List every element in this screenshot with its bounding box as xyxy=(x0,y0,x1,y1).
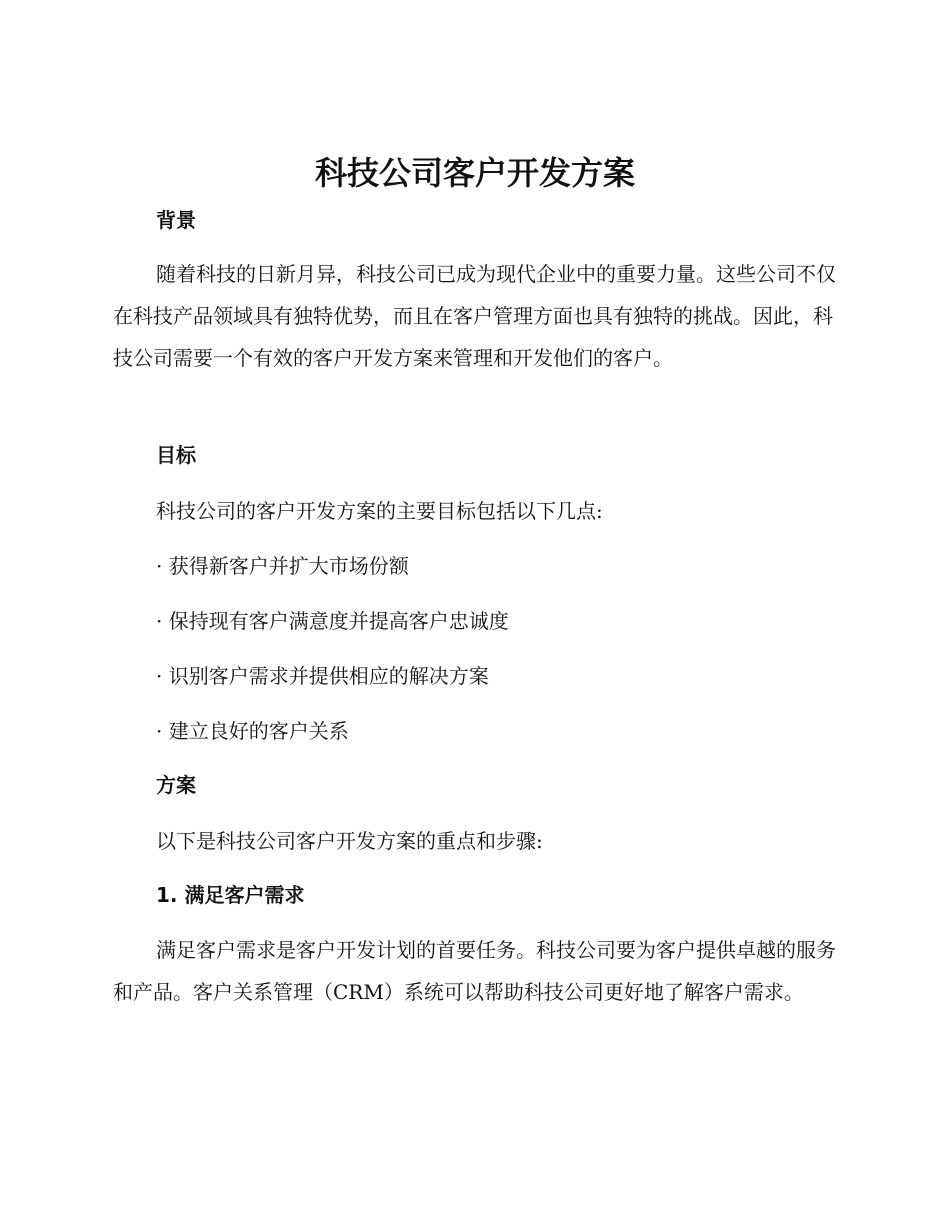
step1-heading: 1. 满足客户需求 xyxy=(156,883,305,907)
goals-bullet-item: · 保持现有客户满意度并提高客户忠诚度 xyxy=(156,609,509,633)
section-heading-goals: 目标 xyxy=(156,443,196,467)
section-heading-plan: 方案 xyxy=(156,773,196,797)
goals-bullet-item: · 建立良好的客户关系 xyxy=(156,719,349,743)
goals-intro: 科技公司的客户开发方案的主要目标包括以下几点: xyxy=(156,499,603,523)
background-paragraph: 随着科技的日新月异，科技公司已成为现代企业中的重要力量。这些公司不仅在科技产品领域具有独特优势，而且在客户管理方面也具有独特的挑战。因此，科技公司需要一个有效的客户开发方案来管理和开发他们的客户。 xyxy=(113,262,836,370)
document-title: 科技公司客户开发方案 xyxy=(314,154,635,192)
goals-bullet-item: · 识别客户需求并提供相应的解决方案 xyxy=(156,664,489,688)
section-heading-background: 背景 xyxy=(156,208,196,232)
goals-bullet-item: · 获得新客户并扩大市场份额 xyxy=(156,554,409,578)
plan-intro: 以下是科技公司客户开发方案的重点和步骤: xyxy=(156,829,543,853)
step1-paragraph: 满足客户需求是客户开发计划的首要任务。科技公司要为客户提供卓越的服务和产品。客户关系管理（CRM）系统可以帮助科技公司更好地了解客户需求。 xyxy=(113,938,836,1004)
